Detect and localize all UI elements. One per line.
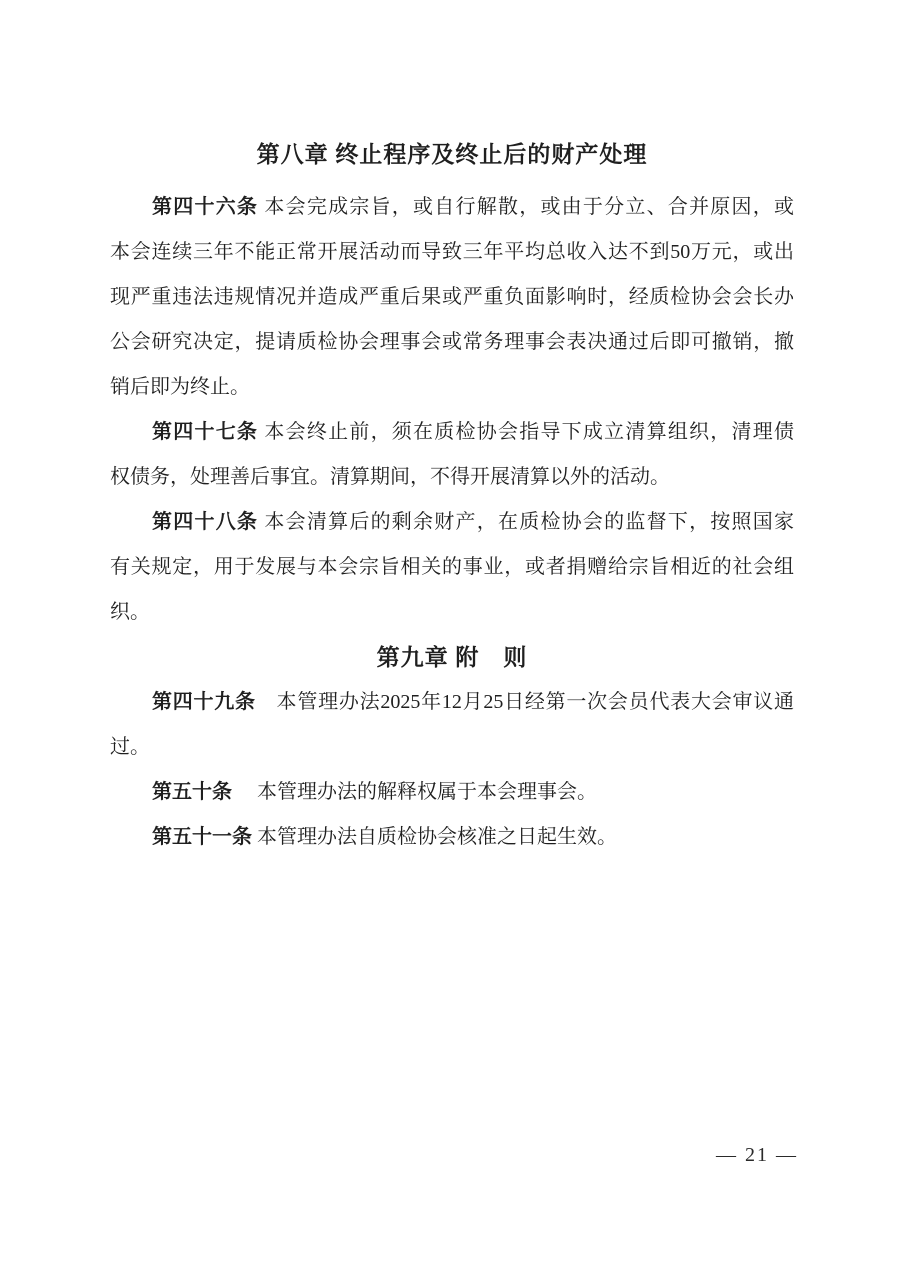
article-47 bbox=[110, 410, 794, 500]
article-49 bbox=[110, 680, 794, 770]
article-number: 第五十一条 bbox=[152, 826, 252, 848]
text-line bbox=[110, 500, 794, 545]
text-line bbox=[110, 230, 794, 275]
text-line bbox=[110, 680, 794, 725]
document-body bbox=[110, 132, 794, 860]
page-number: — 21 — bbox=[716, 1144, 798, 1166]
article-50 bbox=[110, 770, 794, 815]
text-line bbox=[110, 185, 794, 230]
text-segment: 织。 bbox=[110, 601, 150, 623]
text-segment: 本管理办法2025年12月25日经第一次会员代表大会审议通 bbox=[255, 691, 794, 713]
chapter-8-heading: 第八章 终止程序及终止后的财产处理 bbox=[256, 142, 648, 167]
text-line bbox=[110, 770, 794, 815]
article-51 bbox=[110, 815, 794, 860]
text-line bbox=[110, 320, 794, 365]
article-number: 第四十八条 bbox=[152, 511, 259, 533]
article-48 bbox=[110, 500, 794, 635]
text-segment: 过。 bbox=[110, 736, 150, 758]
text-line bbox=[110, 590, 794, 635]
text-segment: 本会完成宗旨，或自行解散，或由于分立、合并原因，或 bbox=[258, 196, 794, 218]
text-segment: 有关规定，用于发展与本会宗旨相关的事业，或者捐赠给宗旨相近的社会组 bbox=[110, 556, 794, 578]
chapter-9-heading: 第九章 附 则 bbox=[376, 645, 528, 670]
text-segment: 本会连续三年不能正常开展活动而导致三年平均总收入达不到50万元，或出 bbox=[110, 241, 794, 263]
article-number: 第五十条 bbox=[152, 781, 232, 803]
article-number: 第四十九条 bbox=[152, 691, 256, 713]
text-line bbox=[110, 455, 794, 500]
text-segment: 公会研究决定，提请质检协会理事会或常务理事会表决通过后即可撤销，撤 bbox=[110, 331, 794, 353]
text-line bbox=[110, 815, 794, 860]
text-segment: 销后即为终止。 bbox=[110, 376, 250, 398]
text-segment: 本管理办法自质检协会核准之日起生效。 bbox=[252, 826, 617, 848]
text-segment: 本管理办法的解释权属于本会理事会。 bbox=[232, 781, 597, 803]
text-line bbox=[110, 545, 794, 590]
text-segment: 权债务，处理善后事宜。清算期间，不得开展清算以外的活动。 bbox=[110, 466, 670, 488]
article-46 bbox=[110, 185, 794, 410]
text-line bbox=[110, 725, 794, 770]
text-line bbox=[110, 275, 794, 320]
text-line bbox=[110, 365, 794, 410]
article-number: 第四十六条 bbox=[152, 196, 259, 218]
article-number: 第四十七条 bbox=[152, 421, 259, 443]
text-segment: 本会终止前，须在质检协会指导下成立清算组织，清理债 bbox=[258, 421, 794, 443]
text-line bbox=[110, 410, 794, 455]
text-segment: 现严重违法违规情况并造成严重后果或严重负面影响时，经质检协会会长办 bbox=[110, 286, 794, 308]
text-segment: 本会清算后的剩余财产，在质检协会的监督下，按照国家 bbox=[258, 511, 794, 533]
